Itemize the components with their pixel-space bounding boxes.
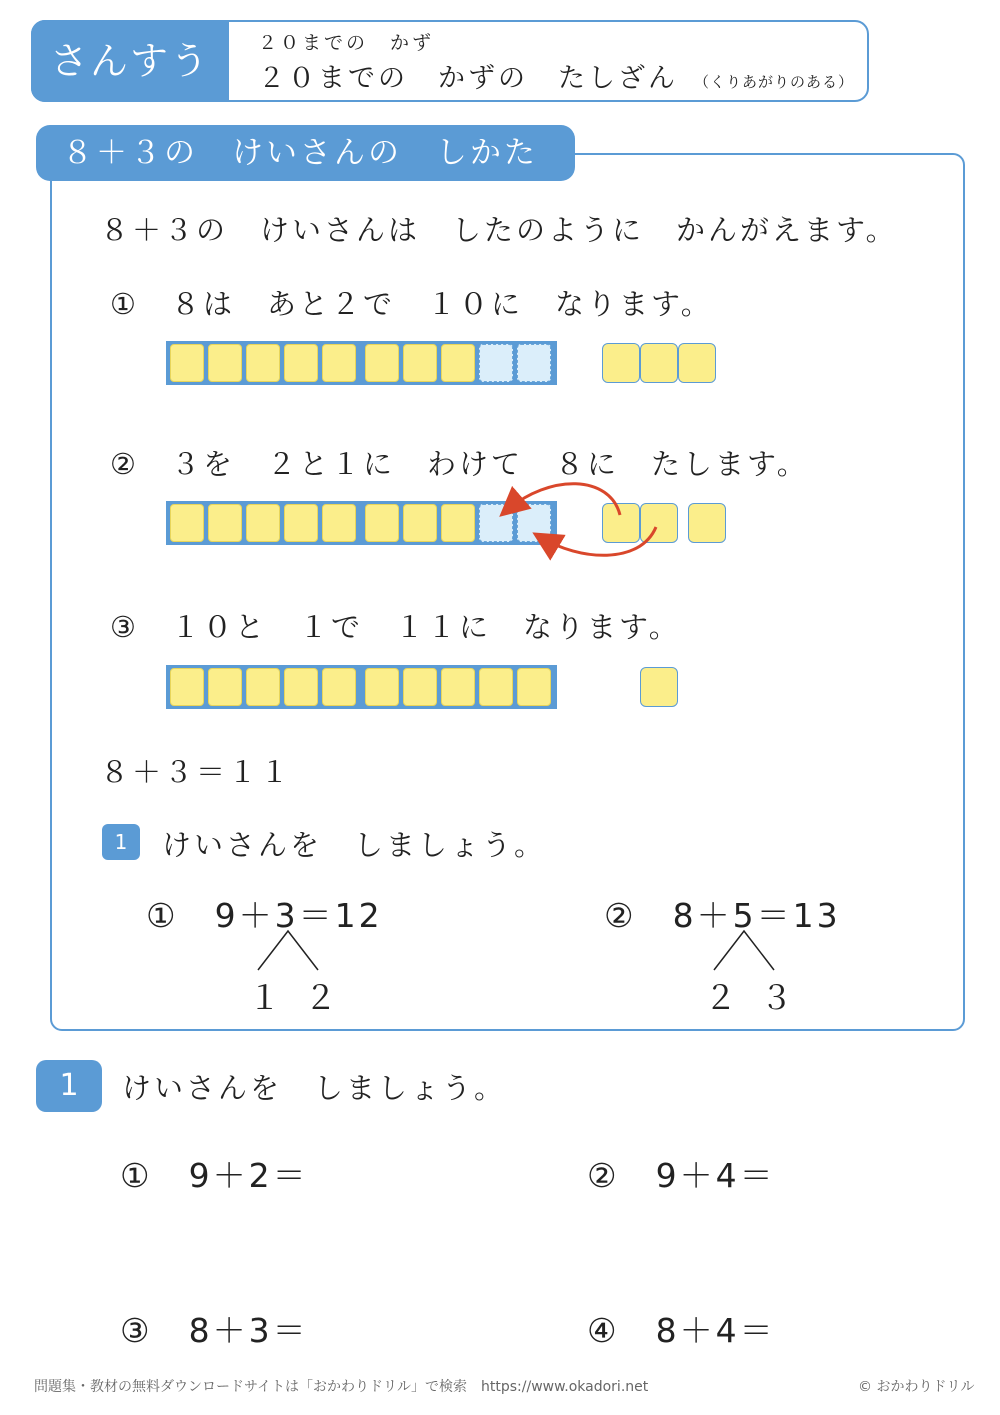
practice-1-number: ① — [146, 896, 179, 935]
filled-block — [170, 504, 204, 542]
problem-4 — [587, 1305, 776, 1352]
problem-4-expression: 8＋4＝ — [655, 1311, 776, 1350]
filled-block — [365, 504, 399, 542]
filled-block — [284, 668, 318, 706]
worksheet-title — [258, 56, 854, 95]
split-lines-1 — [250, 928, 330, 973]
step-2-number: ② — [110, 447, 139, 481]
filled-block — [208, 668, 242, 706]
loose-block — [640, 667, 678, 707]
empty-block — [517, 344, 551, 382]
example-equation: ８＋３＝１１ — [100, 755, 293, 789]
filled-block — [208, 344, 242, 382]
step-1-text: ８は あと２で １０に なります。 — [171, 287, 713, 321]
problem-4-number: ④ — [587, 1311, 620, 1350]
split-1-a: １ — [248, 978, 284, 1017]
footer-copyright: © おかわりドリル — [858, 1379, 975, 1395]
loose-block — [640, 343, 678, 383]
worksheet-title-note: （くりあがりのある） — [694, 73, 855, 91]
practice-badge: 1 — [102, 824, 140, 860]
empty-block — [479, 344, 513, 382]
exercise-badge: 1 — [36, 1060, 102, 1112]
filled-block — [170, 668, 204, 706]
filled-block — [365, 668, 399, 706]
problem-3-number: ③ — [120, 1311, 153, 1350]
loose-block — [602, 343, 640, 383]
split-2-b: ３ — [760, 978, 796, 1017]
practice-instruction: けいさんを しましょう。 — [162, 828, 547, 862]
example-title: ８＋３の けいさんの しかた — [36, 125, 575, 181]
problem-3-expression: 8＋3＝ — [188, 1311, 309, 1350]
step-1-number: ① — [110, 287, 139, 321]
move-arrows-icon — [490, 475, 670, 565]
filled-block — [284, 344, 318, 382]
practice-2-number: ② — [604, 896, 637, 935]
example-intro: ８＋３の けいさんは したのように かんがえます。 — [100, 213, 898, 247]
filled-block — [403, 504, 437, 542]
filled-block — [441, 668, 475, 706]
filled-block — [322, 668, 356, 706]
problem-2-expression: 9＋4＝ — [655, 1156, 776, 1195]
filled-block — [170, 344, 204, 382]
problem-1-expression: 9＋2＝ — [188, 1156, 309, 1195]
unit-title: ２０までの かず — [258, 32, 435, 54]
problem-3 — [120, 1305, 309, 1352]
problem-2 — [587, 1150, 776, 1197]
filled-block — [479, 668, 513, 706]
exercise-instruction: けいさんを しましょう。 — [122, 1071, 507, 1105]
filled-block — [246, 344, 280, 382]
filled-block — [403, 344, 437, 382]
ten-frame-bar-1 — [166, 341, 557, 385]
split-lines-2 — [706, 928, 786, 973]
worksheet-title-text: ２０までの かずの たしざん — [258, 63, 678, 94]
filled-block — [322, 344, 356, 382]
problem-2-number: ② — [587, 1156, 620, 1195]
filled-block — [441, 344, 475, 382]
filled-block — [403, 668, 437, 706]
step-3-number: ③ — [110, 610, 139, 644]
problem-1 — [120, 1150, 309, 1197]
filled-block — [441, 504, 475, 542]
step-2 — [110, 442, 809, 483]
filled-block — [517, 668, 551, 706]
split-2-a: ２ — [704, 978, 740, 1017]
step-3-text: １０と １で １１に なります。 — [171, 610, 681, 644]
loose-block — [678, 343, 716, 383]
subject-label: さんすう — [31, 20, 229, 102]
step-2-text: ３を ２と１に わけて ８に たします。 — [171, 447, 809, 481]
filled-block — [284, 504, 318, 542]
filled-block — [322, 504, 356, 542]
filled-block — [365, 344, 399, 382]
practice-2-expression: 8＋5＝13 — [672, 896, 841, 935]
loose-block — [688, 503, 726, 543]
ten-frame-bar-3 — [166, 665, 557, 709]
filled-block — [208, 504, 242, 542]
step-1 — [110, 282, 713, 323]
footer-text: 問題集・教材の無料ダウンロードサイトは「おかわりドリル」で検索 https://www.okadori.net — [34, 1379, 649, 1395]
filled-block — [246, 504, 280, 542]
filled-block — [246, 668, 280, 706]
step-3 — [110, 605, 681, 646]
practice-1-expression: 9＋3＝12 — [214, 896, 383, 935]
problem-1-number: ① — [120, 1156, 153, 1195]
split-1-b: ２ — [304, 978, 340, 1017]
